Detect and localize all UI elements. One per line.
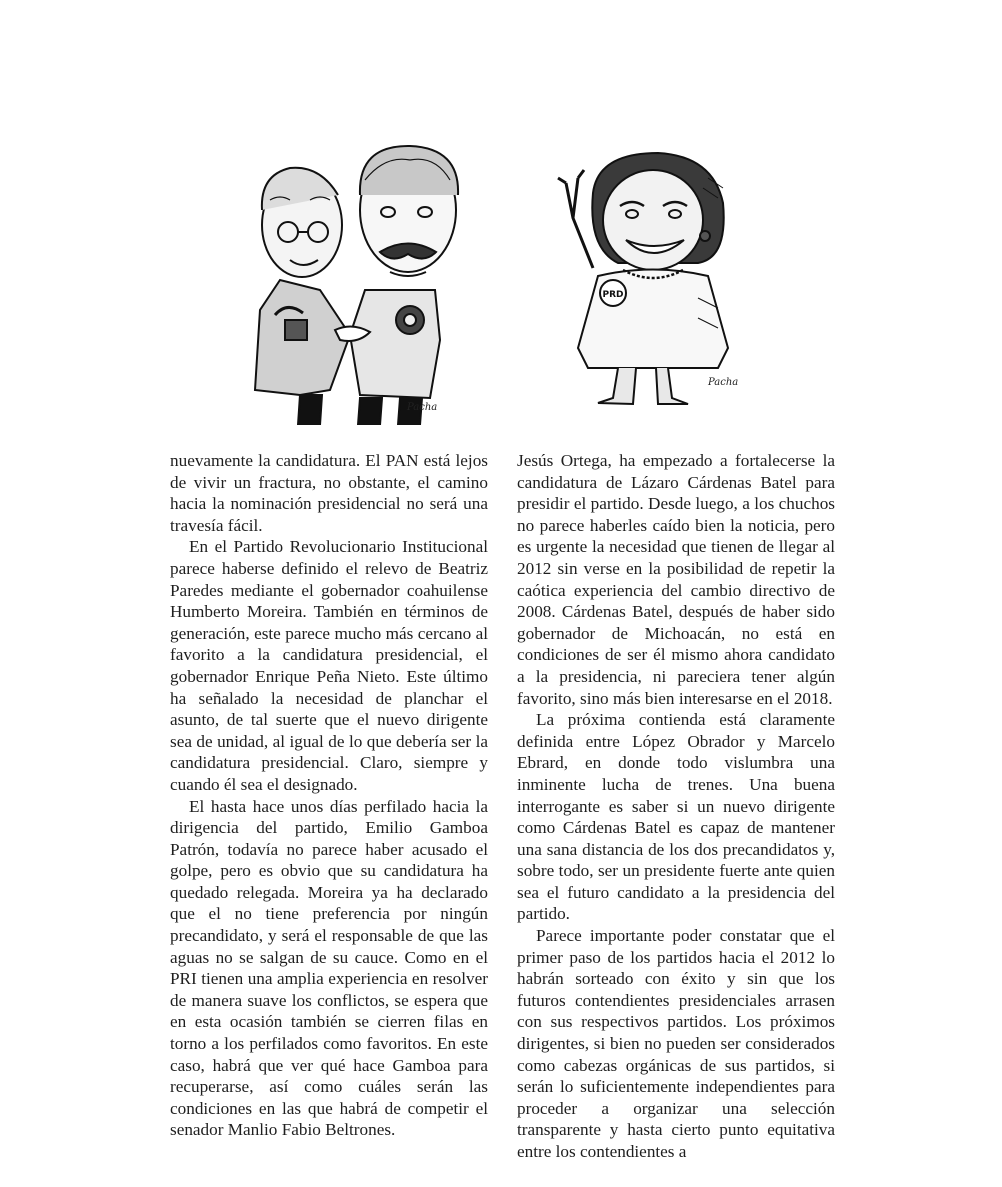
caricature-handshake-illustration	[240, 140, 470, 425]
text-column-right	[517, 450, 835, 1163]
paragraph: Jesús Ortega, ha empezado a fortalecerse la candidatura de Lázaro Cárdenas Batel para presidir el partido. Desde luego, a los chuchos no parece haberles caído bien la noticia, pero es urgente la necesidad que tienen de llegar al 2012 sin verse en la posibilidad de repetir la caótica experiencia del cambio directivo de 2008. Cárdenas Batel, después de haber sido gobernador de Michoacán, no está en condiciones de ser él mismo ahora candidato a la presidencia, ni pareciera tener algún favorito, sino más bien interesarse en el 2018.	[517, 451, 835, 708]
paragraph: En el Partido Revolucionario Institucional parece haberse definido el relevo de Beatriz Paredes mediante el gobernador coahuilense Humberto Moreira. También en términos de generación, este parece mucho más cercano al favorito a la candidatura presidencial, el gobernador Enrique Peña Nieto. Este último ha señalado la necesidad de planchar el asunto, de tal suerte que el nuevo dirigente sea de unidad, al igual de lo que debería ser la candidatura presidencial. Claro, siempre y cuando él sea el designado.	[170, 537, 488, 794]
artist-signature: Pacha	[407, 402, 438, 413]
paragraph: La próxima contienda está claramente definida entre López Obrador y Marcelo Ebrard, en donde todo vislumbra una inminente lucha de trenes. Una buena interrogante es saber si un nuevo dirigente como Cárdenas Batel es capaz de mantener una sana distancia de los dos precandidatos y, sobre todo, ser un presidente fuerte ante quien sea el futuro candidato a la presidencia del partido.	[517, 710, 835, 924]
party-badge-label: PRD	[602, 290, 624, 300]
caricature-victory-sign-illustration	[548, 148, 758, 408]
paragraph: nuevamente la candidatura. El PAN está lejos de vivir un fractura, no obstante, el camino hacia la nominación presidencial no será una travesía fácil.	[170, 451, 488, 535]
paragraph: El hasta hace unos días perfilado hacia la dirigencia del partido, Emilio Gamboa Patrón, todavía no parece haber acusado el golpe, pero es obvio que su candidatura ha quedado relegada. Moreira ya ha declarado que el no tiene preferencia por ningún precandidato, y será el responsable de que las aguas no se salgan de su cauce. Como en el PRI tienen una amplia experiencia en resolver de manera suave los conflictos, se espera que en esta ocasión también se cierren filas en torno a los perfilados como favoritos. En este caso, habrá que ver qué hace Gamboa para recuperarse, así como cuáles serán las condiciones en las que habrá de competir el senador Manlio Fabio Beltrones.	[170, 796, 488, 1140]
paragraph: Parece importante poder constatar que el primer paso de los partidos hacia el 2012 lo habrán sorteado con éxito y sin que los futuros contendientes presidenciales arrasen con sus respectivos partidos. Los próximos dirigentes, si bien no pueden ser considerados como cabezas orgánicas de sus partidos, si serán lo suficientemente independientes para proceder a organizar una selección transparente y hasta cierto punto equitativa entre los contendientes a	[517, 926, 835, 1161]
artist-signature: Pacha	[708, 377, 739, 388]
text-column-left	[170, 450, 488, 1141]
